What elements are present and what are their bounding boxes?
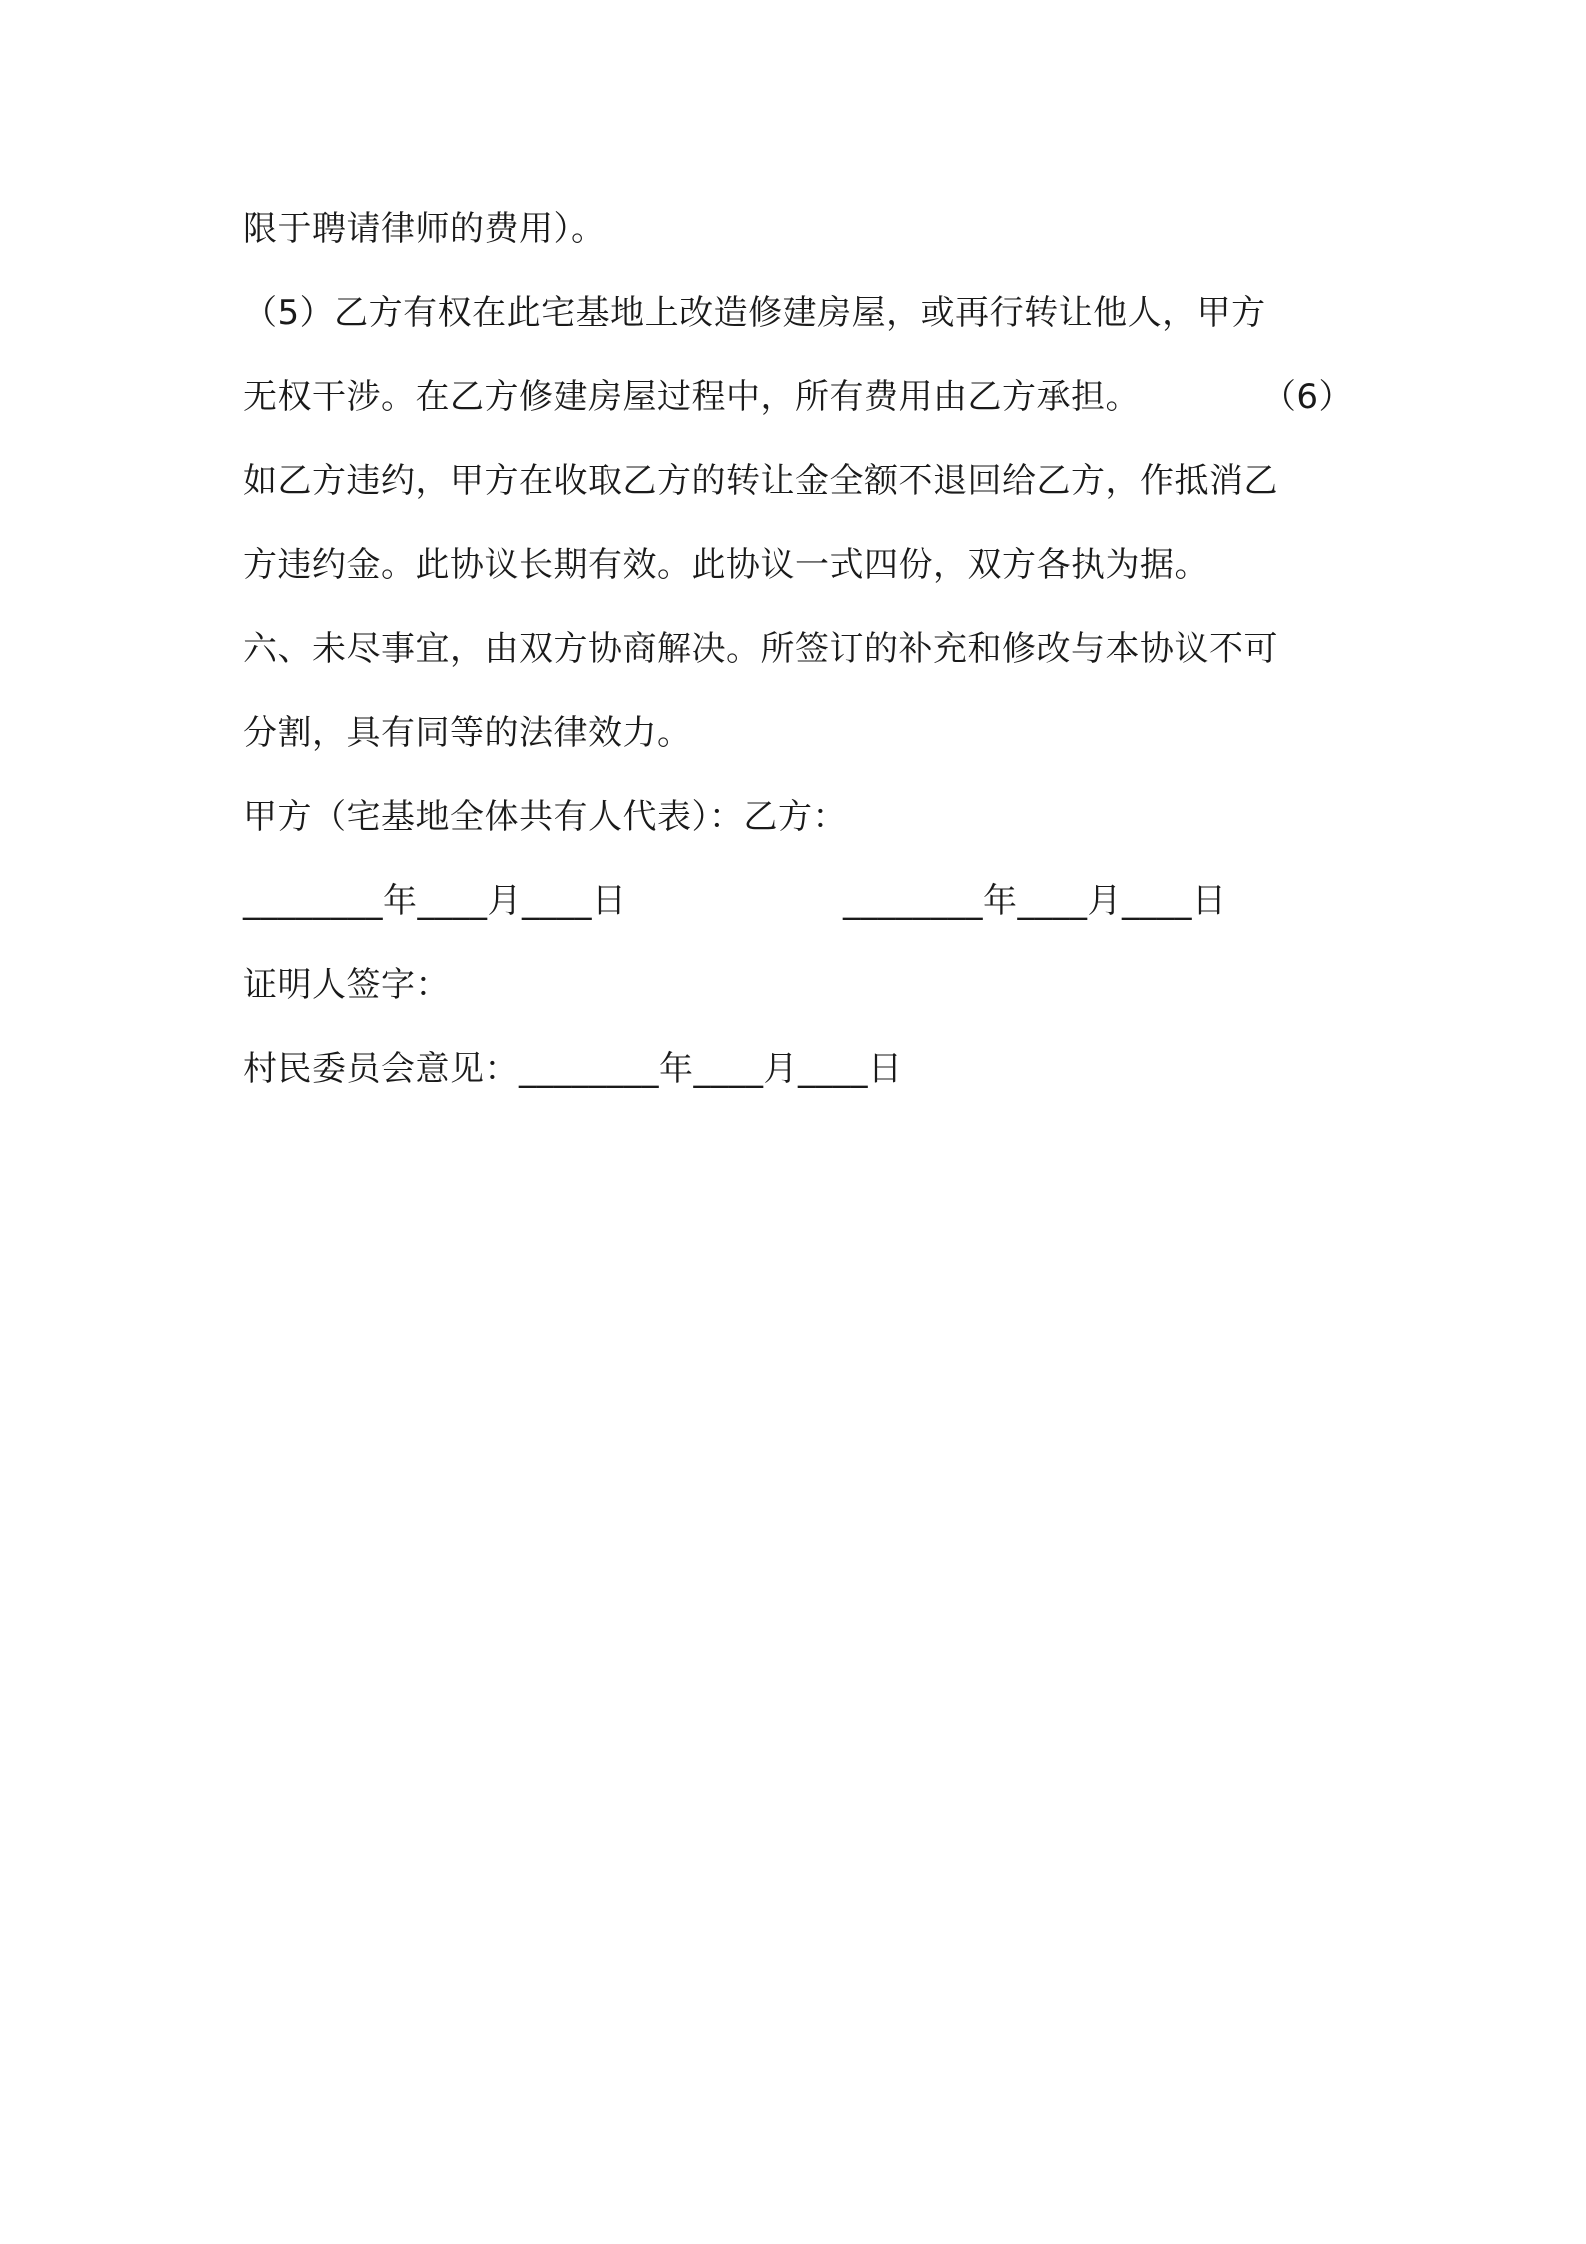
party-a-date-blank: ________年____月____日 (243, 881, 627, 921)
witness-signature-label: 证明人签字： (243, 965, 450, 1005)
paragraph-line-4: 如乙方违约，甲方在收取乙方的转让金全额不退回给乙方，作抵消乙 (243, 461, 1278, 501)
signature-parties-line: 甲方（宅基地全体共有人代表）：乙方： (243, 797, 847, 837)
paragraph-line-7: 分割，具有同等的法律效力。 (243, 713, 692, 753)
item-6-marker: （6） (1261, 377, 1353, 417)
village-committee-opinion-line: 村民委员会意见：________年____月____日 (243, 1049, 903, 1089)
paragraph-line-3 (243, 367, 1353, 427)
signature-dates-line (243, 871, 1393, 931)
party-b-date-blank: ________年____月____日 (843, 881, 1227, 921)
paragraph-line-6: 六、未尽事宜，由双方协商解决。所签订的补充和修改与本协议不可 (243, 629, 1278, 669)
paragraph-line-1: 限于聘请律师的费用）。 (243, 209, 606, 249)
paragraph-line-3-text: 无权干涉。在乙方修建房屋过程中，所有费用由乙方承担。 (243, 377, 1140, 417)
paragraph-line-5: 方违约金。此协议长期有效。此协议一式四份，双方各执为据。 (243, 545, 1209, 585)
paragraph-line-2: （5）乙方有权在此宅基地上改造修建房屋，或再行转让他人，甲方 (243, 293, 1266, 333)
